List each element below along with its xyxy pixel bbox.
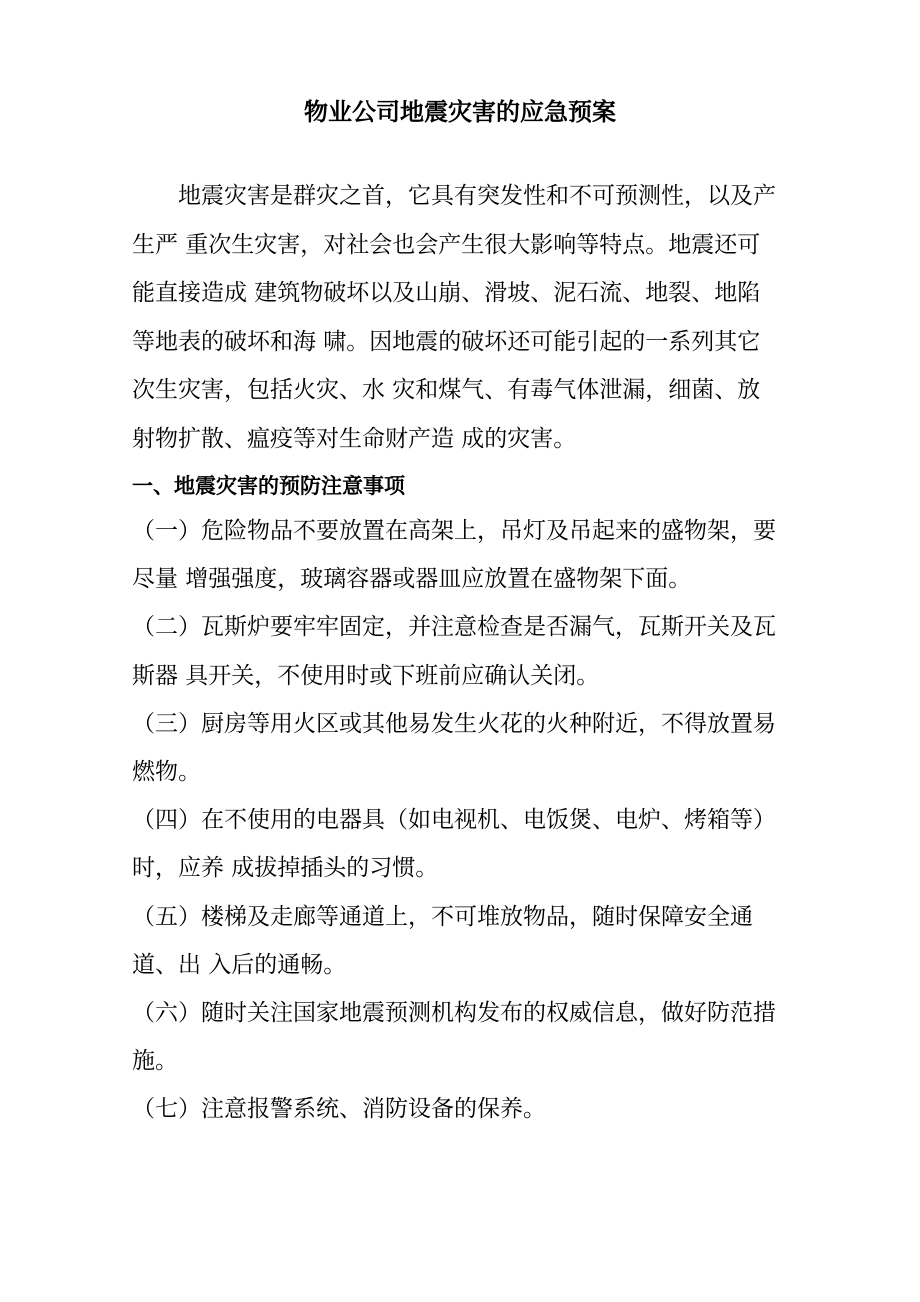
precaution-line: （六）随时关注国家地震预测机构发布的权威信息，做好防范措	[132, 1000, 776, 1027]
intro-paragraph	[132, 172, 812, 464]
precaution-line: （二）瓦斯炉要牢牢固定，并注意检查是否漏气，瓦斯开关及瓦	[132, 614, 776, 641]
intro-line: 地震灾害是群灾之首，它具有突发性和不可预测性，以及产	[178, 183, 776, 209]
precaution-list	[132, 507, 812, 1134]
intro-line: 能直接造成 建筑物破坏以及山崩、滑坡、泥石流、地裂、地陷	[132, 280, 761, 307]
intro-line: 生严 重次生灾害，对社会也会产生很大影响等特点。地震还可	[132, 231, 761, 258]
precaution-line: 施。	[132, 1048, 178, 1075]
precaution-line: 斯器 具开关，不使用时或下班前应确认关闭。	[132, 662, 600, 689]
precaution-line: 道、出 入后的通畅。	[132, 951, 347, 978]
intro-line: 次生灾害，包括火灾、水 灾和煤气、有毒气体泄漏，细菌、放	[132, 377, 761, 404]
precaution-line: 尽量 增强强度，玻璃容器或器皿应放置在盛物架下面。	[132, 566, 692, 593]
precaution-line: （一）危险物品不要放置在高架上，吊灯及吊起来的盛物架，要	[132, 518, 776, 544]
precaution-line: （四）在不使用的电器具（如电视机、电饭煲、电炉、烤箱等）	[132, 807, 776, 834]
precaution-line: （七）注意报警系统、消防设备的保养。	[132, 1096, 546, 1123]
intro-line: 等地表的破坏和海 啸。因地震的破坏还可能引起的一系列其它	[132, 328, 761, 355]
precaution-line: （三）厨房等用火区或其他易发生火花的火种附近，不得放置易	[132, 710, 776, 737]
section-heading: 一、地震灾害的预防注意事项	[132, 474, 405, 498]
precaution-line: 时，应养 成拔掉插头的习惯。	[132, 855, 439, 882]
precaution-line: （五）楼梯及走廊等通道上，不可堆放物品，随时保障安全通	[132, 903, 753, 930]
document-title: 物业公司地震灾害的应急预案	[304, 98, 616, 126]
intro-line: 射物扩散、瘟疫等对生命财产造 成的灾害。	[132, 425, 577, 452]
precaution-line: 燃物。	[132, 759, 201, 786]
